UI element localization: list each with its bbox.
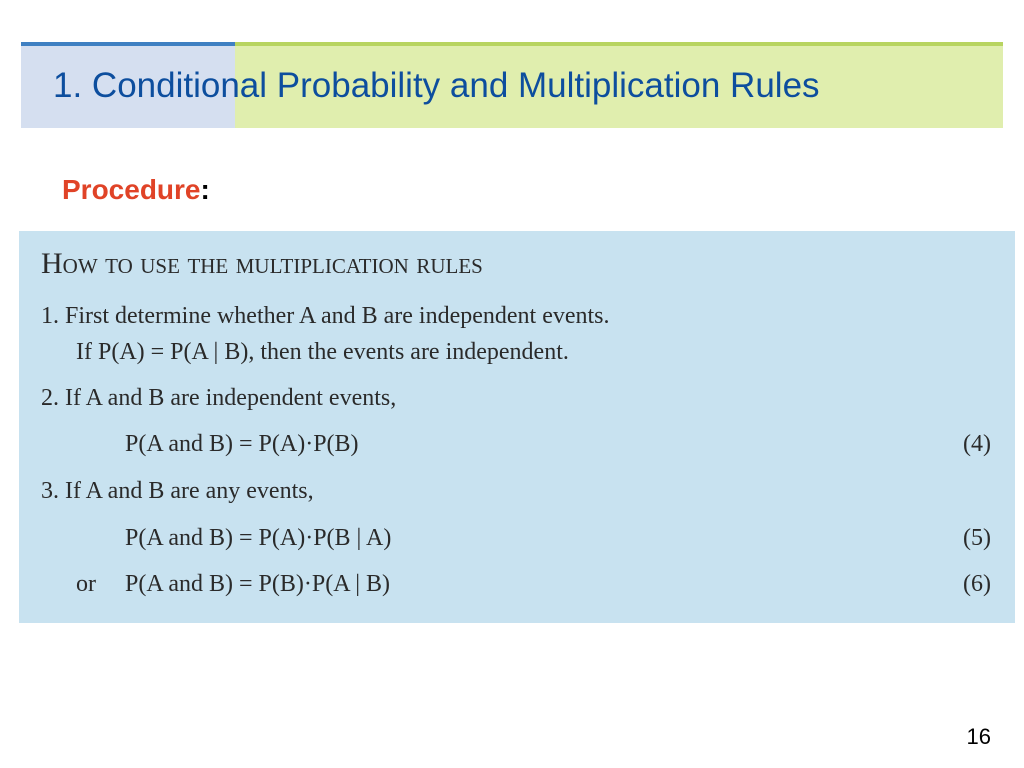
step-1-line-1: 1. First determine whether A and B are independent events. [41,303,610,329]
equation-5: P(A and B) = P(A)·P(B | A) [125,525,392,551]
title-rule-green [235,42,1003,46]
page-number: 16 [966,724,991,749]
equation-6-prefix: or [76,571,96,597]
title-rule-blue [21,42,235,46]
multiplication-rules-box [19,231,1015,623]
box-heading: How to use the multiplication rules [41,247,483,280]
step-3-line: 3. If A and B are any events, [41,478,314,504]
equation-5-number: (5) [963,525,991,551]
step-2-line: 2. If A and B are independent events, [41,385,397,411]
equation-6: P(A and B) = P(B)·P(A | B) [125,571,391,597]
step-1-line-2: If P(A) = P(A | B), then the events are independent. [76,339,569,365]
title-bar [21,42,1003,128]
equation-4-number: (4) [963,431,991,457]
procedure-word: Procedure [62,174,201,205]
slide-title: 1. Conditional Probability and Multiplication Rules [53,66,820,105]
procedure-colon: : [200,174,210,205]
procedure-label [62,174,210,206]
equation-6-number: (6) [963,571,991,597]
equation-4: P(A and B) = P(A)·P(B) [125,431,359,457]
